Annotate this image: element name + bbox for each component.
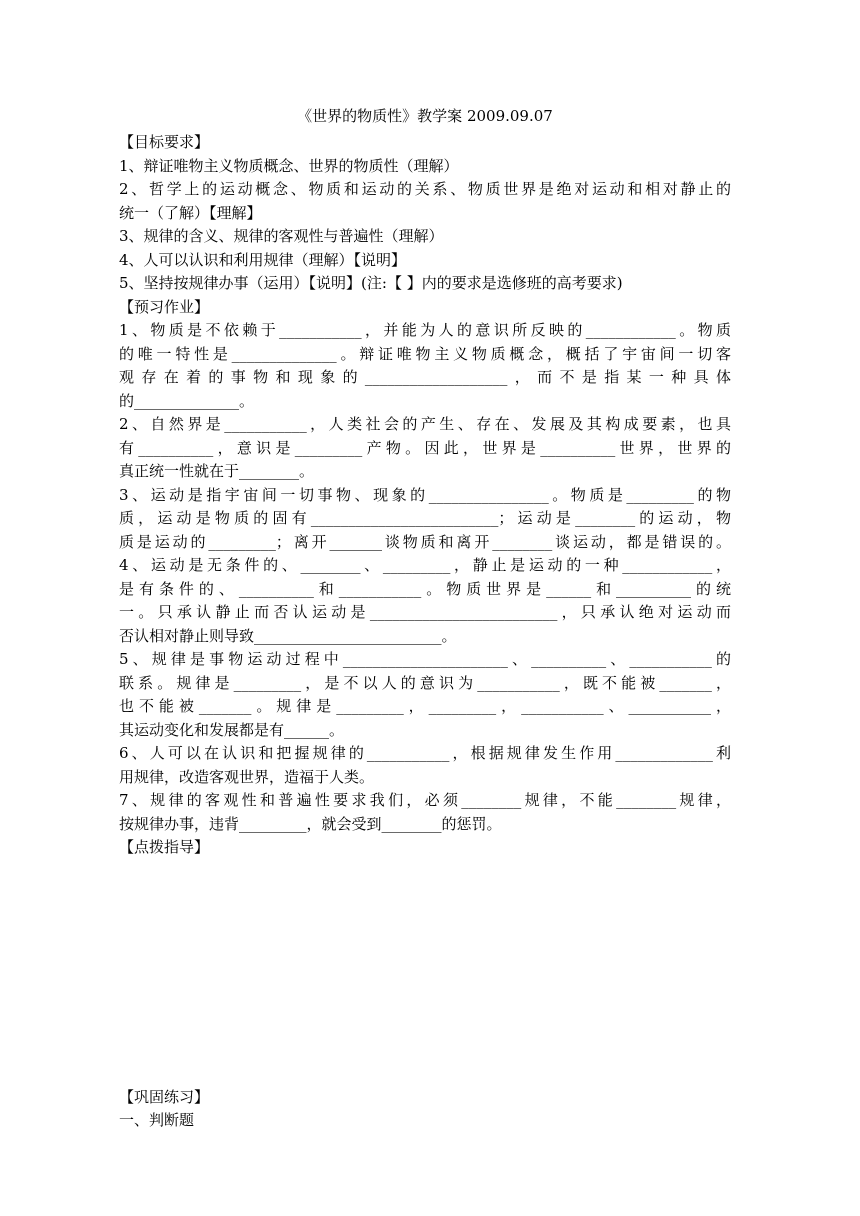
preview-line: 3、运动是指宇宙间一切事物、现象的________________。物质是_________的物 xyxy=(119,485,731,504)
goal-item: 2、哲学上的运动概念、物质和运动的关系、物质世界是绝对运动和相对静止的 xyxy=(119,180,731,198)
section-header-preview: 【预习作业】 xyxy=(119,297,210,316)
preview-line: 4、运动是无条件的、________、_________，静止是运动的一种____________， xyxy=(119,556,731,574)
blank-space xyxy=(119,860,731,1086)
preview-line: 否认相对静止则导致_________________________。 xyxy=(119,626,457,645)
preview-line: 一。只承认静止而否认运动是_________________________，只承认绝对运动而 xyxy=(119,603,731,621)
section-header-practice: 【巩固练习】 xyxy=(119,1087,210,1106)
document-content xyxy=(119,101,731,1133)
preview-line: 质，运动是物质的固有_________________________；运动是________的运动，物 xyxy=(119,509,731,527)
preview-line: 质是运动的_________；离开_______谈物质和离开________谈运动，都是错误的。 xyxy=(119,532,731,551)
preview-line: 的______________。 xyxy=(119,391,255,410)
preview-line: 是有条件的、__________和___________。物质世界是______和__________的统 xyxy=(119,579,731,598)
preview-line: 用规律，改造客观世界，造福于人类。 xyxy=(119,767,375,786)
preview-line: 1、物质是不依赖于___________，并能为人的意识所反映的____________。物质 xyxy=(119,321,731,339)
preview-line: 联系。规律是_________，是不以人的意识为___________，既不能被_______， xyxy=(119,673,731,692)
goal-item: 统一（了解）【理解】 xyxy=(119,203,262,222)
practice-subheading: 一、判断题 xyxy=(119,1111,195,1129)
section-header-guide: 【点拨指导】 xyxy=(119,838,210,856)
preview-line: 有__________，意识是_________产物。因此，世界是__________世界，世界的 xyxy=(119,438,731,457)
preview-line: 2、自然界是___________，人类社会的产生、存在、发展及其构成要素，也具 xyxy=(119,415,731,433)
preview-line: 的唯一特性是______________。辩证唯物主义物质概念，概括了宇宙间一切客 xyxy=(119,344,731,363)
preview-line: 5、规律是事物运动过程中______________________、__________、___________的 xyxy=(119,650,731,668)
preview-line: 也不能被_______。规律是_________，_________，___________、___________， xyxy=(119,697,731,715)
goal-item: 3、规律的含义、规律的客观性与普遍性（理解） xyxy=(119,227,444,245)
goal-item: 4、人可以认识和利用规律（理解）【说明】 xyxy=(119,250,407,269)
preview-line: 观存在着的事物和现象的___________________，而不是指某一种具体 xyxy=(119,368,731,386)
preview-line: 其运动变化和发展都是有______。 xyxy=(119,720,345,739)
preview-line: 7、规律的客观性和普遍性要求我们，必须________规律，不能________规律， xyxy=(119,791,731,809)
page-title: 《世界的物质性》教学案 2009.09.07 xyxy=(297,107,553,125)
preview-line: 真正统一性就在于________。 xyxy=(119,462,315,480)
section-header-goals: 【目标要求】 xyxy=(119,133,210,151)
goal-item: 5、坚持按规律办事（运用）【说明】(注:【 】内的要求是选修班的高考要求) xyxy=(119,274,623,292)
preview-line: 按规律办事，违背_________，就会受到________的惩罚。 xyxy=(119,814,502,833)
preview-line: 6、人可以在认识和把握规律的___________，根据规律发生作用_____________利 xyxy=(119,744,731,762)
goal-item: 1、辩证唯物主义物质概念、世界的物质性（理解） xyxy=(119,156,459,175)
